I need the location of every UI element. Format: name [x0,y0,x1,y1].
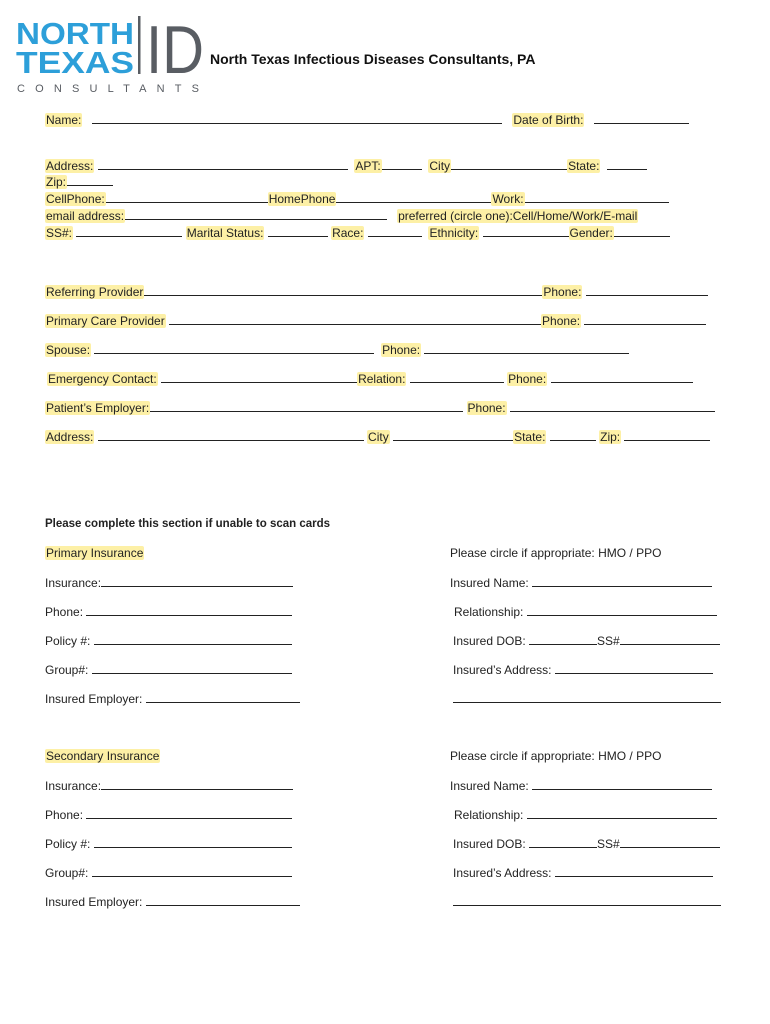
employer-phone-label: Phone: [467,401,506,415]
logo-divider [138,16,141,74]
secondary-insured-address-label: Insured’s Address: [453,866,552,880]
spouse-phone-field[interactable] [424,342,629,354]
race-field[interactable] [368,225,422,237]
address-field[interactable] [98,158,348,170]
secondary-insurance-row [45,778,293,793]
employer-zip-field[interactable] [624,429,710,441]
primary-insurance-heading: Primary Insurance [46,546,144,560]
secondary-plan-type[interactable]: Please circle if appropriate: HMO / PPO [450,749,662,763]
secondary-insured-dob-label: Insured DOB: [453,837,526,851]
employer-phone-field[interactable] [510,400,715,412]
primary-relationship-field[interactable] [527,604,717,616]
primary-relationship-label: Relationship: [454,605,524,619]
primary-insurance-heading-wrap [45,546,144,560]
dob-label: Date of Birth: [513,113,584,127]
referring-phone-field[interactable] [586,284,708,296]
primary-insurance-field[interactable] [101,575,293,587]
work-label: Work: [492,192,524,206]
logo-consultants-text: CONSULTANTS [17,83,199,95]
primary-ss-label: SS# [597,634,620,648]
city-label: City [429,159,451,173]
state-label: State: [568,159,600,173]
secondary-insured-address-field[interactable] [555,865,713,877]
primary-insured-address-label: Insured’s Address: [453,663,552,677]
referring-provider-row [45,284,708,299]
primary-care-field[interactable] [169,313,541,325]
primary-plan-type[interactable]: Please circle if appropriate: HMO / PPO [450,546,662,560]
insurance-section-heading: Please complete this section if unable to scan cards [45,518,331,530]
secondary-insurance-field[interactable] [101,778,293,790]
page-title: North Texas Infectious Diseases Consultants, PA [210,51,536,67]
employer-city-field[interactable] [393,429,513,441]
secondary-insurance-label: Insurance: [45,779,102,793]
employer-address-field[interactable] [98,429,364,441]
primary-policy-field[interactable] [94,633,292,645]
secondary-insured-dob-field[interactable] [529,836,597,848]
gender-label: Gender: [569,226,613,240]
secondary-group-row [45,865,292,880]
primary-insured-address-field-2[interactable] [453,691,721,703]
pcp-phone-field[interactable] [584,313,706,325]
secondary-group-label: Group#: [45,866,89,880]
secondary-ss-label: SS# [597,837,620,851]
work-field[interactable] [525,191,669,203]
secondary-insured-address-line2 [453,894,721,909]
relation-field[interactable] [410,371,504,383]
secondary-insured-name-label: Insured Name: [450,779,529,793]
logo-north-text: NORTH [16,16,134,51]
secondary-relationship-field[interactable] [527,807,717,819]
secondary-ss-field[interactable] [620,836,720,848]
secondary-insured-name-field[interactable] [532,778,712,790]
dob-field[interactable] [594,112,689,124]
pcp-phone-label: Phone: [542,314,581,328]
emergency-row [47,371,693,386]
primary-insurance-label: Insurance: [45,576,102,590]
secondary-policy-row [45,836,292,851]
spouse-row [45,342,629,357]
primary-insured-name-row [450,575,712,590]
state-field[interactable] [607,158,647,170]
email-field[interactable] [125,208,387,220]
primary-phone-field[interactable] [86,604,292,616]
primary-insured-dob-row [453,633,720,648]
secondary-employer-row [45,894,300,909]
ethnicity-field[interactable] [483,225,569,237]
employer-address-label: Address: [46,430,94,444]
homephone-label: HomePhone [268,192,336,206]
marital-status-field[interactable] [268,225,328,237]
secondary-phone-row [45,807,292,822]
primary-insurance-row [45,575,293,590]
phones-row [45,191,669,206]
secondary-relationship-row [454,807,717,822]
employer-row [45,400,715,415]
address-row [45,158,647,173]
primary-insured-dob-label: Insured DOB: [453,634,526,648]
emergency-phone-field[interactable] [551,371,693,383]
logo-id-mark: ID [146,14,204,88]
primary-care-label: Primary Care Provider [46,314,165,328]
apt-field[interactable] [382,158,422,170]
name-label: Name: [46,113,82,127]
address-label: Address: [46,159,94,173]
secondary-policy-label: Policy #: [45,837,91,851]
primary-policy-row [45,633,292,648]
spouse-field[interactable] [94,342,374,354]
employer-state-field[interactable] [550,429,596,441]
email-label: email address: [46,209,125,223]
cellphone-label: CellPhone: [46,192,105,206]
logo-texas-text: TEXAS [16,45,134,80]
secondary-relationship-label: Relationship: [454,808,524,822]
referring-phone-label: Phone: [543,285,582,299]
ethnicity-label: Ethnicity: [429,226,479,240]
ssn-label: SS#: [46,226,73,240]
secondary-insured-address-row [453,865,713,880]
emergency-phone-label: Phone: [508,372,547,386]
preferred-contact-label[interactable]: preferred (circle one):Cell/Home/Work/E-mail [398,209,638,223]
marital-status-label: Marital Status: [186,226,264,240]
email-row [45,208,638,223]
primary-employer-label: Insured Employer: [45,692,143,706]
name-field[interactable] [92,112,502,124]
referring-provider-field[interactable] [144,284,542,296]
primary-insured-name-field[interactable] [532,575,712,587]
primary-policy-label: Policy #: [45,634,91,648]
primary-group-label: Group#: [45,663,89,677]
homephone-field[interactable] [336,191,491,203]
primary-insured-address-line2 [453,691,721,706]
primary-ss-field[interactable] [620,633,720,645]
emergency-contact-field[interactable] [161,371,357,383]
primary-insured-address-field[interactable] [555,662,713,674]
referring-provider-label: Referring Provider [46,285,144,299]
zip-field[interactable] [67,174,113,186]
emergency-contact-label: Emergency Contact: [48,372,157,386]
secondary-insurance-heading: Secondary Insurance [46,749,160,763]
city-field[interactable] [451,158,567,170]
name-row [45,112,689,127]
race-label: Race: [332,226,364,240]
primary-insured-dob-field[interactable] [529,633,597,645]
spouse-label: Spouse: [46,343,91,357]
primary-insured-address-row [453,662,713,677]
employer-zip-label: Zip: [600,430,621,444]
employer-address-row [45,429,710,444]
primary-phone-label: Phone: [45,605,84,619]
spouse-phone-label: Phone: [382,343,421,357]
primary-group-row [45,662,292,677]
primary-relationship-row [454,604,717,619]
primary-insured-name-label: Insured Name: [450,576,529,590]
primary-phone-row [45,604,292,619]
primary-care-row [45,313,706,328]
secondary-insured-name-row [450,778,712,793]
secondary-policy-field[interactable] [94,836,292,848]
zip-row [45,174,113,189]
primary-employer-row [45,691,300,706]
cellphone-field[interactable] [106,191,268,203]
secondary-insured-address-field-2[interactable] [453,894,721,906]
north-texas-id-logo [14,14,206,96]
secondary-phone-field[interactable] [86,807,292,819]
relation-label: Relation: [358,372,406,386]
secondary-employer-label: Insured Employer: [45,895,143,909]
secondary-employer-field[interactable] [146,894,300,906]
employer-label: Patient’s Employer: [46,401,150,415]
gender-field[interactable] [614,225,670,237]
zip-label: Zip: [46,175,67,189]
secondary-insured-dob-row [453,836,720,851]
employer-city-label: City [368,430,389,444]
demographics-row [45,225,670,240]
employer-field[interactable] [150,400,463,412]
primary-group-field[interactable] [92,662,292,674]
secondary-group-field[interactable] [92,865,292,877]
apt-label: APT: [355,159,381,173]
secondary-phone-label: Phone: [45,808,84,822]
ssn-field[interactable] [76,225,182,237]
secondary-insurance-heading-wrap [45,749,160,763]
primary-employer-field[interactable] [146,691,300,703]
employer-state-label: State: [514,430,546,444]
